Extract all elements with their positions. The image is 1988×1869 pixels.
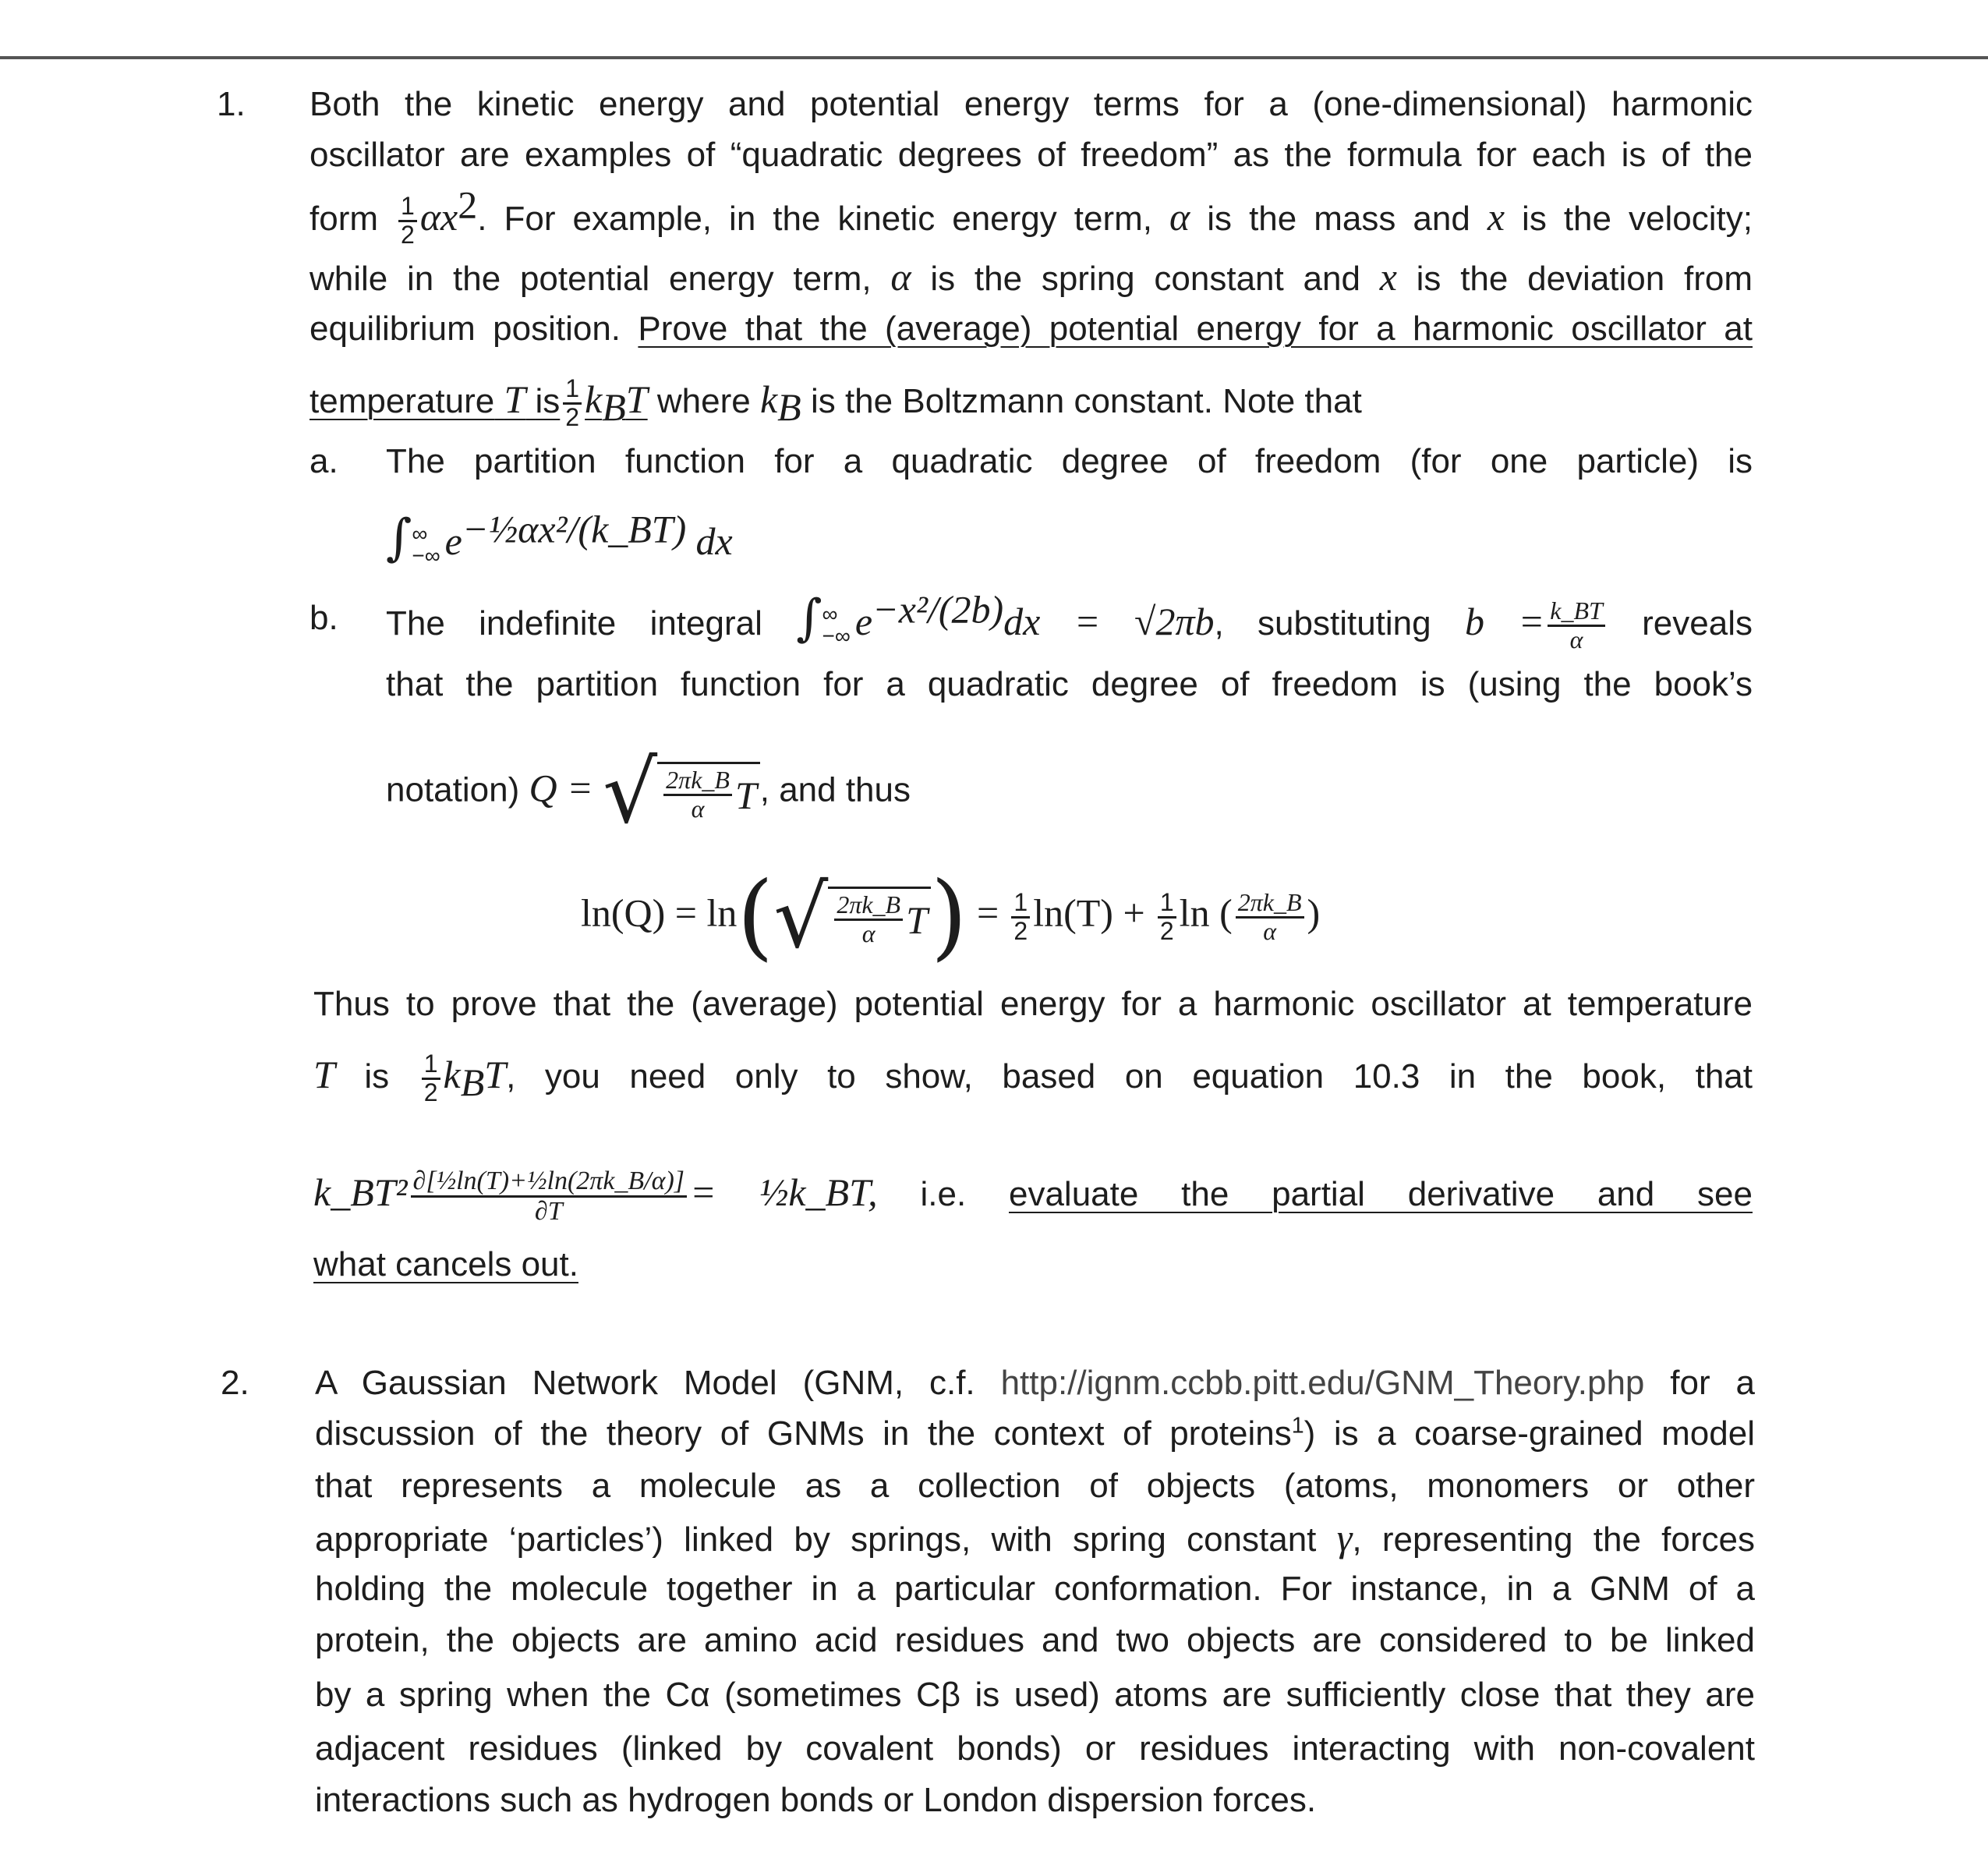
sqrt [603, 742, 760, 842]
math-alpha: α [1169, 195, 1190, 239]
problem-2-line: that represents a molecule as a collection of objects (atoms, monomers or other [315, 1467, 1755, 1505]
fraction-half [1158, 887, 1176, 945]
numerator: ∂[½ln(T)+½ln(2πk_B/α)] [411, 1167, 687, 1198]
text: , substituting [1214, 604, 1431, 642]
math: = ½k_BT, [690, 1170, 878, 1214]
gnm-theory-link[interactable]: http://ignm.ccbb.pitt.edu/GNM_Theory.php [1000, 1364, 1645, 1402]
text: is [535, 382, 561, 420]
item-a-text: The partition function for a quadratic degree of freedom (for one particle) is [386, 442, 1753, 480]
subscript: B [602, 384, 626, 429]
text: A Gaussian Network Model (GNM, c.f. [315, 1364, 975, 1402]
text: appropriate ‘particles’) linked by springs, with spring constant [315, 1520, 1317, 1559]
math-e: e [854, 600, 873, 643]
denominator: 2 [401, 220, 415, 249]
numerator: k_BT [1548, 598, 1605, 627]
math-k: k [585, 377, 603, 421]
math-T: T [484, 1053, 507, 1096]
derivative-line [313, 1166, 1753, 1226]
sqrt-icon: √ [773, 867, 829, 967]
denominator: α [691, 795, 705, 823]
text: i.e. [920, 1175, 967, 1213]
lower-limit: −∞ [822, 624, 851, 649]
problem-2-line [315, 1512, 1755, 1563]
denominator: ∂T [534, 1196, 563, 1226]
underlined-text [310, 374, 648, 431]
text: is the Boltzmann constant. Note that [810, 382, 1362, 420]
fraction-half [398, 193, 417, 248]
math: k_BT² [313, 1170, 408, 1214]
upper-limit: ∞ [822, 602, 838, 627]
top-rule [0, 56, 1988, 59]
problem-1-line [310, 182, 1753, 249]
thus-line [313, 1239, 578, 1290]
problem-1-line [310, 303, 1753, 355]
problem-1-line [310, 251, 1753, 303]
subscript: B [777, 384, 801, 429]
text: , you need only to show, based on equation 10.3 in the book, that [506, 1057, 1753, 1096]
sqrt-icon: √ [603, 742, 658, 842]
math: ln(T) + [1033, 890, 1145, 935]
text: is the spring constant and [930, 260, 1360, 298]
item-a-integral [386, 507, 733, 568]
problem-1-number: 1. [217, 85, 246, 123]
math-Q: Q = [529, 766, 593, 810]
problem-1-line [310, 373, 1362, 431]
thus-line [313, 1049, 1753, 1106]
underlined-text: Prove that the (average) potential energy for a harmonic oscillator at [638, 310, 1753, 348]
text: notation) [386, 770, 520, 809]
math: ln ( [1179, 890, 1233, 935]
exponent: −x²/(2b) [872, 587, 1004, 632]
problem-2-line: protein, the objects are amino acid residues and two objects are considered to be linked [315, 1621, 1755, 1659]
numerator: 1 [563, 376, 582, 405]
denominator: 2 [1159, 916, 1174, 945]
math-T: T [504, 377, 526, 421]
limits [822, 604, 851, 647]
text: , representing the forces [1352, 1520, 1755, 1559]
thus-line: Thus to prove that the (average) potential energy for a harmonic oscillator at temperature [313, 985, 1753, 1023]
derivative-fraction [411, 1167, 687, 1225]
denominator: α [861, 919, 875, 947]
problem-1-line: oscillator are examples of “quadratic degrees of freedom” as the formula for each is of the [310, 136, 1753, 174]
math-x: x [1379, 255, 1397, 299]
exponent: −½αx²/(k_BT) [462, 507, 687, 551]
math-k: k [443, 1053, 461, 1096]
denominator: 2 [423, 1078, 438, 1106]
math: ln(Q) = ln [581, 890, 738, 935]
problem-2-line: adjacent residues (linked by covalent bonds) or residues interacting with non-covalent [315, 1729, 1755, 1768]
text: while in the potential energy term, [310, 260, 872, 298]
footnote-ref: 1 [1291, 1413, 1304, 1439]
item-b-label: b. [310, 599, 338, 637]
numerator: 2πk_B [1236, 890, 1304, 919]
numerator: 1 [1158, 890, 1176, 919]
problem-2-line: interactions such as hydrogen bonds or London dispersion forces. [315, 1781, 1317, 1819]
text: for a [1670, 1364, 1755, 1402]
fraction [663, 767, 732, 822]
sqrt [773, 867, 931, 967]
problem-2-line: holding the molecule together in a particular conformation. For instance, in a GNM of a [315, 1570, 1755, 1608]
problem-1-line: Both the kinetic energy and potential energy terms for a (one-dimensional) harmonic [310, 85, 1753, 123]
math-dx: dx [695, 519, 733, 563]
math: αx [419, 195, 458, 239]
text: temperature [310, 382, 495, 420]
text: is [364, 1057, 390, 1096]
lower-limit: −∞ [412, 543, 440, 568]
fraction [1548, 598, 1605, 653]
math-gamma: γ [1336, 1516, 1353, 1559]
numerator: 1 [398, 193, 417, 222]
problem-2-line [315, 1358, 1755, 1409]
text: where [656, 382, 751, 420]
numerator: 2πk_B [663, 767, 732, 796]
text: . For example, in the kinetic energy term, [477, 200, 1152, 238]
math-result: = √2πb [1074, 600, 1215, 643]
numerator: 1 [1011, 890, 1030, 919]
ln-q-equation: ln(Q) = ln( √ $\frac{2\pi k\_B}{\alpha}$ T ) = $\frac{1}{2}$ ln(T) + $\frac{1}{2}$ ln ( $\frac{2\pi k\_B}{\alpha}$ ) [581, 862, 1321, 971]
math-k: k [759, 377, 778, 421]
math-b: b = [1464, 600, 1545, 643]
problem-2-line: by a spring when the Cα (sometimes Cβ is used) atoms are sufficiently close that they are [315, 1676, 1755, 1714]
text: equilibrium position. [310, 310, 621, 348]
upper-limit: ∞ [412, 522, 428, 547]
math: ) [1307, 890, 1321, 935]
denominator: 2 [1013, 916, 1028, 945]
integral-sign: ∫ [796, 589, 822, 647]
math-T: T [313, 1053, 335, 1096]
numerator: 2πk_B [834, 892, 903, 921]
fraction-half [563, 376, 582, 430]
limits [412, 523, 440, 567]
text: is the deviation from [1416, 260, 1753, 298]
underlined-text: what cancels out. [313, 1245, 578, 1283]
math-T: T [906, 897, 928, 942]
text: form [310, 200, 378, 238]
math-x: x [1487, 195, 1505, 239]
problem-2-line [315, 1408, 1755, 1460]
fraction [1236, 887, 1304, 945]
text: is the mass and [1207, 200, 1470, 238]
text: reveals [1642, 604, 1753, 642]
item-a-label: a. [310, 442, 338, 480]
text: The indefinite integral [386, 604, 762, 642]
text: is the velocity; [1522, 200, 1753, 238]
math-alpha: α [890, 255, 911, 299]
item-b-line [386, 742, 911, 842]
subscript: B [460, 1060, 485, 1104]
math-T: T [734, 773, 757, 817]
numerator: 1 [422, 1051, 440, 1080]
denominator: 2 [565, 402, 580, 431]
denominator: α [1263, 916, 1276, 945]
underlined-text: evaluate the partial derivative and see [1008, 1175, 1753, 1213]
math-dx: dx [1003, 600, 1041, 643]
item-b-line [386, 587, 1753, 653]
integral-sign: ∫ [386, 509, 412, 567]
item-b-line: that the partition function for a quadratic degree of freedom is (using the book’s [386, 665, 1753, 703]
problem-2-number: 2. [221, 1364, 249, 1402]
text: , and thus [759, 770, 911, 809]
math: = [976, 890, 999, 935]
text: ) is a coarse-grained model [1304, 1414, 1755, 1453]
math-e: e [444, 519, 462, 563]
denominator: α [1569, 625, 1583, 653]
fraction-half [422, 1051, 440, 1106]
math-T: T [625, 377, 648, 421]
superscript: 2 [458, 182, 478, 227]
fraction-half [1011, 887, 1030, 945]
text: discussion of the theory of GNMs in the context of proteins [315, 1414, 1292, 1453]
fraction [834, 892, 903, 947]
